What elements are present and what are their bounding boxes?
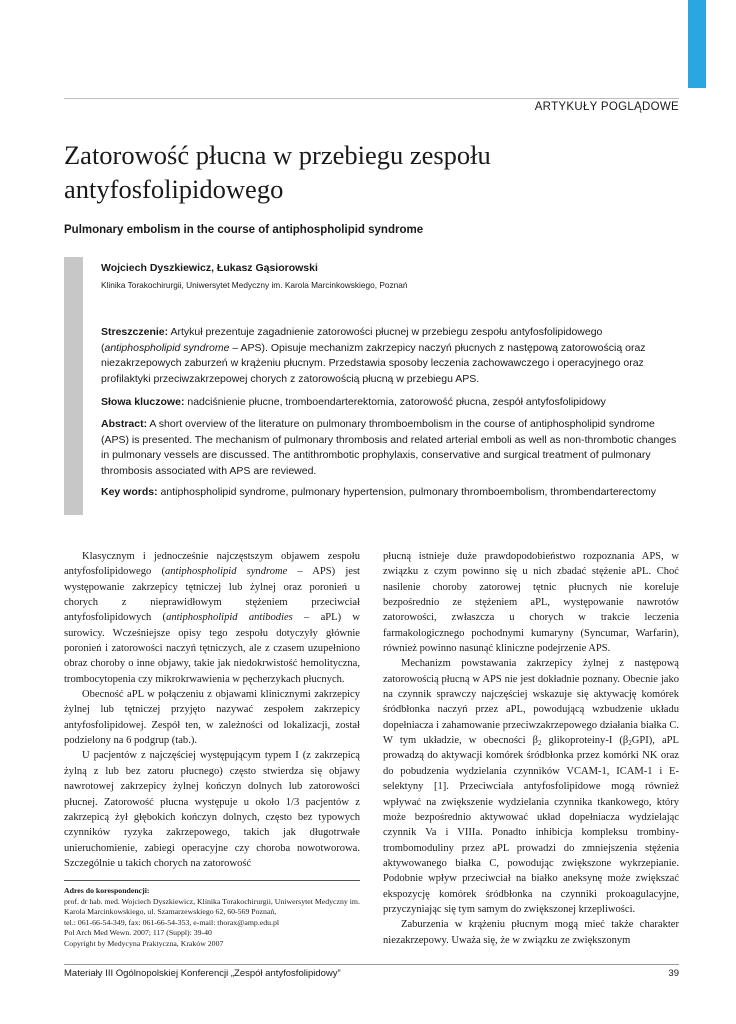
slowa-kluczowe-label: Słowa kluczowe:	[101, 396, 185, 408]
text-run: Mechanizm powstawania zakrzepicy żylnej z następową zatorowością płucną w APS nie jest dokładnie poznany. Obecnie jako na czynnik sprawczy najczęściej wskazuje się aktywację komórek śródbłonka naczyń przez aPL, powodującą wzbudzenie układu dopełniacza i zahamowanie przeciwzakrzepowego działania białka C. W tym układzie, w obecności β	[383, 658, 679, 747]
key-words-label: Key words:	[101, 486, 158, 498]
correspondence-rule	[64, 880, 360, 881]
body-column-right	[383, 549, 679, 948]
affiliation: Klinika Torakochirurgii, Uniwersytet Medyczny im. Karola Marcinkowskiego, Poznań	[101, 280, 408, 290]
correspondence-line: Pol Arch Med Wewn. 2007; 117 (Suppl): 39-40	[64, 928, 212, 938]
correspondence-line: prof. dr hab. med. Wojciech Dyszkiewicz, Klinika Torakochirurgii, Uniwersytet Medyczny im. Karola Marcinkowskiego, ul. Szamarzewskiego 62, 60-569 Poznań,	[64, 896, 360, 917]
streszczenie-text-2: antiphospholipid syndrome	[104, 341, 230, 354]
streszczenie-text-3: – APS). Opisuje mechanizm zakrzepicy naczyń płucnych z następową zatorowością oraz niezakrzepowych zaburzeń w krążeniu płucnym. Przedstawia sposoby leczenia zachowawczego i operacyjnego oraz profilaktyki przeciwzakrzepowej chorych z zatorowością płucną w przebiegu APS.	[101, 341, 646, 385]
abstract	[101, 417, 681, 479]
key-words	[101, 485, 681, 501]
paragraph: płucną istnieje duże prawdopodobieństwo rozpoznania APS, w związku z czym powinno się u nich zbadać stężenie aPL. Choć nasilenie choroby zatorowej tętnic płucnych nie koreluje bezpośrednio ze stężeniem aPL, występowanie nawrotów zatorowości, zwłaszcza u chorych w trakcie leczenia farmakologicznego pochodnymi kumaryny (Syncumar, Warfarin), również powinno nasunąć kliniczne podejrzenie APS.	[383, 551, 679, 655]
body-column-left	[64, 549, 360, 871]
subscript: 2	[628, 739, 632, 748]
slowa-kluczowe-text: nadciśnienie płucne, tromboendarterektomia, zatorowość płucna, zespół antyfosfolipidowy	[184, 396, 606, 408]
section-label: ARTYKUŁY POGLĄDOWE	[534, 101, 679, 113]
paragraph	[383, 656, 679, 917]
text-run: antiphospholipid antibodies	[166, 612, 293, 624]
slowa-kluczowe	[101, 395, 681, 411]
accent-bar	[688, 0, 706, 88]
text-run: glikoproteiny-I (β	[541, 735, 629, 747]
abstract-side-bar	[64, 257, 83, 515]
text-run: antiphospholipid syndrome	[164, 566, 288, 578]
streszczenie-text-1: Artykuł prezentuje zagadnienie zatorowości płucnej w przebiegu zespołu antyfosfolipidowego (	[101, 326, 603, 354]
paragraph: Obecność aPL w połączeniu z objawami klinicznymi zakrzepicy żylnej lub tętniczej przyjęto nazywać zespołem zakrzepicy antyfosfolipidowej. Zespół ten, w zależności od lokalizacji, został podzielony na 6 podgrup (tab.).	[64, 689, 360, 747]
english-title: Pulmonary embolism in the course of antiphospholipid syndrome	[64, 224, 424, 236]
paragraph: Zaburzenia w krążeniu płucnym mogą mieć także charakter niezakrzepowy. Uważa się, że w związku ze zwiększonym	[383, 919, 679, 946]
paragraph: U pacjentów z najczęściej występującym typem I (z zakrzepicą żylną z lub bez zatoru płucnego) często stwierdza się objawy nawrotowej zakrzepicy żylnej kończyn dolnych lub zatorowości płucnej. Zatorowość płucna występuje u około 1/3 pacjentów z zakrzepicą żył głębokich kończyn dolnych, często bez typowych czynników ryzyka zakrzepowego, takich jak długotrwałe unieruchomienie, zabiegi operacyjne czy choroba nowotworowa. Szczególnie u takich chorych na zatorowość	[64, 750, 360, 869]
subscript: 2	[537, 739, 542, 748]
footer-conference: Materiały III Ogólnopolskiej Konferencji „Zespół antyfosfolipidowy”	[64, 968, 341, 979]
text-run: GPI), aPL prowadzą do aktywacji komórek śródbłonka przez komórki NK oraz do pobudzenia wydzielania czynników VCAM-1, ICAM-1 i E-selektyny [1]. Przeciwciała antyfosfolipidowe mogą również wpływać na zwiększenie wydzielania czynnika tkankowego, który może bezpośrednio aktywować układ dopełniacza wydzielając czynnik Va i VIIIa. Ponadto inhibicja kompleksu trombiny-trombomoduliny przez aPL prowadzi do zmniejszenia stężenia aktywowanego białka C, powodując zwiększone wykrzepianie. Podobnie wpływ przeciwciał na białko aneksynę może zwiększać ekspozycję komórek śródbłonka na czynniki prokoagulacyjne, przyczyniając się tym samym do zwiększonej krzepliwości.	[383, 735, 679, 915]
correspondence	[64, 886, 360, 950]
page-number: 39	[668, 968, 679, 979]
footer-rule	[64, 964, 679, 965]
authors: Wojciech Dyszkiewicz, Łukasz Gąsiorowski	[101, 262, 318, 274]
correspondence-line: Copyright by Medycyna Praktyczna, Kraków 2007	[64, 938, 224, 948]
streszczenie	[101, 325, 681, 387]
text-run: Klasycznym i jednocześnie najczęstszym objawem zespołu antyfosfolipidowego (	[64, 551, 360, 578]
text-run: – APS) jest występowanie zakrzepicy tętniczej lub żylnej oraz poronień u chorych z nieprawidłowym stężeniem przeciwciał antyfosfolipidowych (	[64, 566, 360, 624]
paragraph	[64, 549, 360, 687]
streszczenie-label: Streszczenie:	[101, 326, 169, 338]
abstract-text: A short overview of the literature on pulmonary thromboembolism in the course of antiphospholipid syndrome (APS) is presented. The mechanism of pulmonary thrombosis and related arterial emboli as well as non-thrombotic changes in pulmonary vessels are discussed. The antithrombotic prophylaxis, conservative and surgical treatment of pulmonary thrombosis associated with APS are reviewed.	[101, 418, 677, 477]
title-line-1: Zatorowość płucna w przebiegu zespołu	[64, 140, 491, 170]
correspondence-line: tel.: 061-66-54-349, fax: 061-66-54-353, e-mail: thorax@amp.edu.pl	[64, 917, 280, 927]
abstract-label: Abstract:	[101, 418, 148, 430]
article-title	[64, 138, 684, 206]
text-run: – aPL) w surowicy. Wcześniejsze opisy tego zespołu dotyczyły głównie poronień i zatorowości naczyń tętniczych, ale z czasem uzupełniono obraz choroby o inne objawy, takie jak niedokrwistość hemolityczna, trombocytopenia czy mikrokrwawienia w pęcherzykach płucnych.	[64, 612, 360, 685]
key-words-text: antiphospholipid syndrome, pulmonary hypertension, pulmonary thromboembolism, thrombendarterectomy	[157, 486, 657, 498]
title-line-2: antyfosfolipidowego	[64, 174, 284, 204]
correspondence-heading: Adres do korespondencji:	[64, 886, 150, 895]
header-rule	[64, 98, 679, 99]
